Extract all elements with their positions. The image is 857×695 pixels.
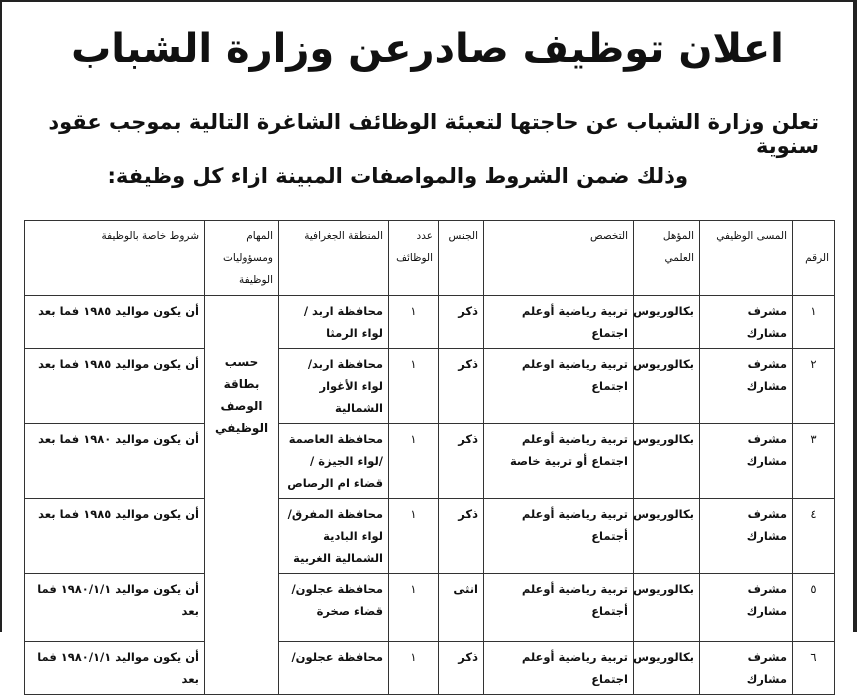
cell-number: ٢ bbox=[793, 349, 835, 424]
cell-job-title: مشرف مشارك bbox=[700, 499, 793, 574]
cell-count: ١ bbox=[389, 499, 439, 574]
cell-job-title: مشرف مشارك bbox=[700, 574, 793, 642]
cell-specialization: تربية رياضية أوعلم أجتماع bbox=[484, 574, 634, 642]
cell-qualification: بكالوريوس bbox=[634, 499, 700, 574]
table-row bbox=[25, 349, 835, 424]
cell-gender: ذكر bbox=[439, 499, 484, 574]
table-header-row bbox=[25, 221, 835, 296]
intro-line-2: وذلك ضمن الشروط والمواصفات المبينة ازاء كل وظيفة: bbox=[107, 164, 688, 188]
header-qualification: المؤهل العلمي bbox=[634, 221, 700, 296]
table-row bbox=[25, 499, 835, 574]
cell-conditions: أن يكون مواليد ١٩٨٠ فما بعد bbox=[25, 424, 205, 499]
table-row bbox=[25, 574, 835, 642]
cell-count: ١ bbox=[389, 574, 439, 642]
cell-count: ١ bbox=[389, 296, 439, 349]
cell-region: محافظة اربد /لواء الرمثا bbox=[279, 296, 389, 349]
cell-count: ١ bbox=[389, 424, 439, 499]
cell-job-title: مشرف مشارك bbox=[700, 424, 793, 499]
cell-conditions: أن يكون مواليد ١٩٨٥ فما بعد bbox=[25, 296, 205, 349]
header-conditions: شروط خاصة بالوظيفة bbox=[25, 221, 205, 296]
cell-duties: حسب بطاقة الوصف الوظيفي bbox=[205, 296, 279, 695]
page-title: اعلان توظيف صادرعن وزارة الشباب bbox=[71, 26, 784, 72]
intro-line-1: تعلن وزارة الشباب عن حاجتها لتعبئة الوظائف الشاغرة التالية بموجب عقود سنوية bbox=[48, 110, 819, 158]
cell-qualification: بكالوريوس bbox=[634, 424, 700, 499]
cell-gender: ذكر bbox=[439, 296, 484, 349]
cell-qualification: بكالوريوس bbox=[634, 642, 700, 695]
header-specialization: التخصص bbox=[484, 221, 634, 296]
cell-region: محافظة العاصمة /لواء الجيزة /قضاء ام الرصاص bbox=[279, 424, 389, 499]
header-region: المنطقة الجغرافية bbox=[279, 221, 389, 296]
cell-gender: انثى bbox=[439, 574, 484, 642]
cell-gender: ذكر bbox=[439, 424, 484, 499]
cell-specialization: تربية رياضية أوعلم اجتماع bbox=[484, 642, 634, 695]
cell-conditions: أن يكون مواليد ١٩٨٥ فما بعد bbox=[25, 349, 205, 424]
cell-number: ١ bbox=[793, 296, 835, 349]
cell-job-title: مشرف مشارك bbox=[700, 296, 793, 349]
cell-qualification: بكالوريوس bbox=[634, 349, 700, 424]
cell-gender: ذكر bbox=[439, 642, 484, 695]
cell-region: محافظة عجلون/ قضاء صخرة bbox=[279, 574, 389, 642]
cell-conditions: أن يكون مواليد ١٩٨٥ فما بعد bbox=[25, 499, 205, 574]
cell-job-title: مشرف مشارك bbox=[700, 642, 793, 695]
jobs-table bbox=[24, 220, 835, 695]
cell-region: محافظة اربد/ لواء الأغوار الشمالية bbox=[279, 349, 389, 424]
cell-count: ١ bbox=[389, 349, 439, 424]
cell-region: محافظة المفرق/ لواء البادية الشمالية الغربية bbox=[279, 499, 389, 574]
cell-job-title: مشرف مشارك bbox=[700, 349, 793, 424]
header-job-title: المسى الوظيفي bbox=[700, 221, 793, 296]
cell-qualification: بكالوريوس bbox=[634, 296, 700, 349]
cell-specialization: تربية رياضية أوعلم أجتماع bbox=[484, 499, 634, 574]
cell-qualification: بكالوريوس bbox=[634, 574, 700, 642]
cell-number: ٥ bbox=[793, 574, 835, 642]
header-count: عدد الوظائف bbox=[389, 221, 439, 296]
header-number: الرقم bbox=[793, 221, 835, 296]
header-duties: المهام ومسؤوليات الوظيفة bbox=[205, 221, 279, 296]
cell-specialization: تربية رياضية أوعلم اجتماع bbox=[484, 296, 634, 349]
table-row bbox=[25, 296, 835, 349]
cell-gender: ذكر bbox=[439, 349, 484, 424]
cell-specialization: تربية رياضية أوعلم اجتماع أو تربية خاصة bbox=[484, 424, 634, 499]
table-row bbox=[25, 642, 835, 695]
cell-specialization: تربية رياضية اوعلم اجتماع bbox=[484, 349, 634, 424]
cell-conditions: أن يكون مواليد ١٩٨٠/١/١ فما بعد bbox=[25, 574, 205, 642]
cell-conditions: أن يكون مواليد ١٩٨٠/١/١ فما بعد bbox=[25, 642, 205, 695]
cell-number: ٦ bbox=[793, 642, 835, 695]
cell-count: ١ bbox=[389, 642, 439, 695]
cell-number: ٣ bbox=[793, 424, 835, 499]
cell-region: محافظة عجلون/ bbox=[279, 642, 389, 695]
table-row bbox=[25, 424, 835, 499]
header-gender: الجنس bbox=[439, 221, 484, 296]
cell-number: ٤ bbox=[793, 499, 835, 574]
